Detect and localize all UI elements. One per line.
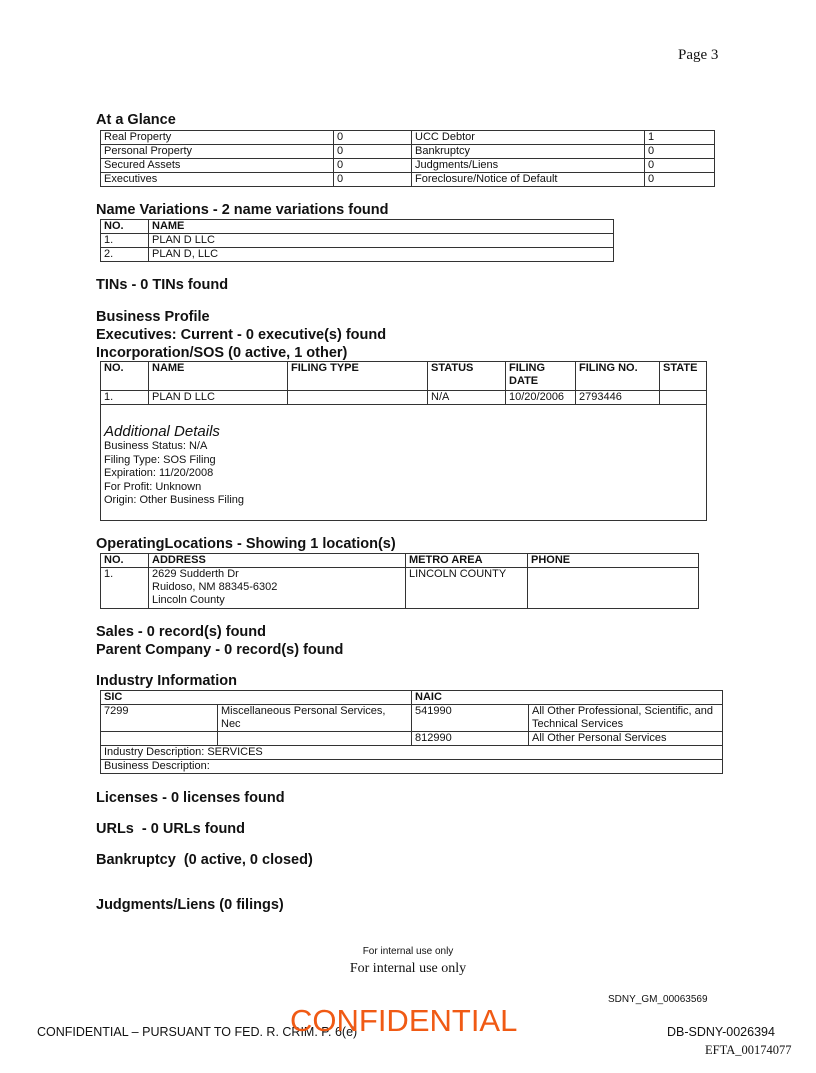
cell: Miscellaneous Personal Services, Nec bbox=[218, 705, 412, 732]
cell bbox=[101, 732, 218, 746]
cell: All Other Professional, Scientific, and Technical Services bbox=[529, 705, 723, 732]
table-row bbox=[101, 746, 723, 760]
table-header-row bbox=[101, 220, 614, 234]
table-row bbox=[101, 173, 715, 187]
executives-heading: Executives: Current - 0 executive(s) found bbox=[96, 327, 387, 343]
cell: PLAN D LLC bbox=[149, 234, 614, 248]
urls-heading: URLs - 0 URLs found bbox=[96, 821, 246, 837]
detail-line: Origin: Other Business Filing bbox=[104, 494, 244, 506]
cell: 0 bbox=[334, 145, 412, 159]
cell: All Other Personal Services bbox=[529, 732, 723, 746]
table-row bbox=[101, 705, 723, 732]
table-row bbox=[101, 568, 699, 609]
cell: 1. bbox=[101, 391, 149, 405]
table-row bbox=[101, 391, 707, 405]
cell: PLAN D LLC bbox=[149, 391, 288, 405]
cell: 0 bbox=[334, 131, 412, 145]
incorporation-heading: Incorporation/SOS (0 active, 1 other) bbox=[96, 345, 348, 361]
header-cell: FILING DATE bbox=[506, 362, 576, 391]
cell: Foreclosure/Notice of Default bbox=[412, 173, 645, 187]
page-number: Page 3 bbox=[678, 47, 719, 63]
detail-line: Filing Type: SOS Filing bbox=[104, 453, 216, 466]
internal-use-small: For internal use only bbox=[362, 946, 454, 957]
table-row bbox=[101, 234, 614, 248]
header-cell: STATE bbox=[660, 362, 707, 391]
header-cell: PHONE bbox=[528, 554, 699, 568]
cell: 2. bbox=[101, 248, 149, 262]
cell bbox=[218, 732, 412, 746]
table-header-row bbox=[101, 554, 699, 568]
additional-details-row bbox=[101, 405, 707, 521]
bates-db: DB-SDNY-0026394 bbox=[667, 1025, 775, 1039]
detail-line: Expiration: 11/20/2008 bbox=[104, 467, 214, 479]
cell: 812990 bbox=[412, 732, 529, 746]
cell: 10/20/2006 bbox=[506, 391, 576, 405]
table-row bbox=[101, 760, 723, 774]
industry-heading: Industry Information bbox=[96, 673, 237, 689]
internal-use-serif: For internal use only bbox=[349, 961, 467, 976]
confidential-stamp: CONFIDENTIAL bbox=[290, 1003, 518, 1038]
licenses-heading: Licenses - 0 licenses found bbox=[96, 790, 285, 806]
header-cell: ADDRESS bbox=[149, 554, 406, 568]
additional-details bbox=[101, 405, 707, 521]
cell: 1 bbox=[645, 131, 715, 145]
incorporation-table bbox=[100, 361, 707, 521]
table-row bbox=[101, 732, 723, 746]
cell: Executives bbox=[101, 173, 334, 187]
header-cell: FILING TYPE bbox=[288, 362, 428, 391]
cell: N/A bbox=[428, 391, 506, 405]
sales-heading: Sales - 0 record(s) found bbox=[96, 624, 267, 640]
table-row bbox=[101, 131, 715, 145]
header-cell: METRO AREA bbox=[406, 554, 528, 568]
table-header-row bbox=[101, 362, 707, 391]
cell: 0 bbox=[334, 173, 412, 187]
cell bbox=[528, 568, 699, 609]
cell: Real Property bbox=[101, 131, 334, 145]
name-variations-table bbox=[100, 219, 614, 262]
cell: 1. bbox=[101, 568, 149, 609]
cell: 541990 bbox=[412, 705, 529, 732]
bates-gm: SDNY_GM_00063569 bbox=[608, 994, 708, 1005]
industry-description: Industry Description: SERVICES bbox=[101, 746, 723, 760]
table-row bbox=[101, 145, 715, 159]
header-cell: NAIC bbox=[412, 691, 723, 705]
table-header-row bbox=[101, 691, 723, 705]
parent-company-heading: Parent Company - 0 record(s) found bbox=[96, 642, 344, 658]
at-a-glance-table bbox=[100, 130, 715, 187]
additional-details-title: Additional Details bbox=[104, 423, 220, 440]
cell bbox=[288, 391, 428, 405]
address-line: 2629 Sudderth Dr bbox=[152, 568, 239, 580]
business-profile-heading: Business Profile bbox=[96, 309, 210, 325]
cell: Judgments/Liens bbox=[412, 159, 645, 173]
address-cell bbox=[149, 568, 406, 609]
detail-line: For Profit: Unknown bbox=[104, 480, 202, 493]
header-cell: FILING NO. bbox=[576, 362, 660, 391]
header-cell: SIC bbox=[101, 691, 412, 705]
cell: UCC Debtor bbox=[412, 131, 645, 145]
judgments-heading: Judgments/Liens (0 filings) bbox=[96, 897, 284, 913]
cell: 0 bbox=[645, 173, 715, 187]
address-line: Lincoln County bbox=[152, 594, 225, 606]
operating-locations-table bbox=[100, 553, 699, 609]
efta-number: EFTA_00174077 bbox=[705, 1043, 792, 1057]
cell: 2793446 bbox=[576, 391, 660, 405]
address-line: Ruidoso, NM 88345-6302 bbox=[152, 581, 278, 593]
cell: 0 bbox=[334, 159, 412, 173]
cell: 1. bbox=[101, 234, 149, 248]
bankruptcy-heading: Bankruptcy (0 active, 0 closed) bbox=[96, 852, 313, 868]
cell bbox=[660, 391, 707, 405]
cell: Personal Property bbox=[101, 145, 334, 159]
business-description: Business Description: bbox=[101, 760, 723, 774]
cell: Bankruptcy bbox=[412, 145, 645, 159]
header-cell: NO. bbox=[101, 554, 149, 568]
confidential-notice: CONFIDENTIAL – PURSUANT TO FED. R. CRIM. P. 6(e) bbox=[37, 1025, 358, 1039]
header-cell: NAME bbox=[149, 362, 288, 391]
table-row bbox=[101, 159, 715, 173]
cell: 0 bbox=[645, 145, 715, 159]
name-variations-heading: Name Variations - 2 name variations found bbox=[96, 202, 389, 218]
cell: 7299 bbox=[101, 705, 218, 732]
tins-heading: TINs - 0 TINs found bbox=[96, 277, 229, 293]
cell: PLAN D, LLC bbox=[149, 248, 614, 262]
at-a-glance-heading: At a Glance bbox=[96, 112, 176, 128]
header-cell: NO. bbox=[101, 220, 149, 234]
cell: LINCOLN COUNTY bbox=[406, 568, 528, 609]
header-cell: NO. bbox=[101, 362, 149, 391]
cell: Secured Assets bbox=[101, 159, 334, 173]
header-cell: NAME bbox=[149, 220, 614, 234]
industry-table bbox=[100, 690, 723, 774]
header-cell: STATUS bbox=[428, 362, 506, 391]
operating-locations-heading: OperatingLocations - Showing 1 location(s) bbox=[96, 536, 396, 552]
cell: 0 bbox=[645, 159, 715, 173]
detail-line: Business Status: N/A bbox=[104, 440, 208, 452]
table-row bbox=[101, 248, 614, 262]
